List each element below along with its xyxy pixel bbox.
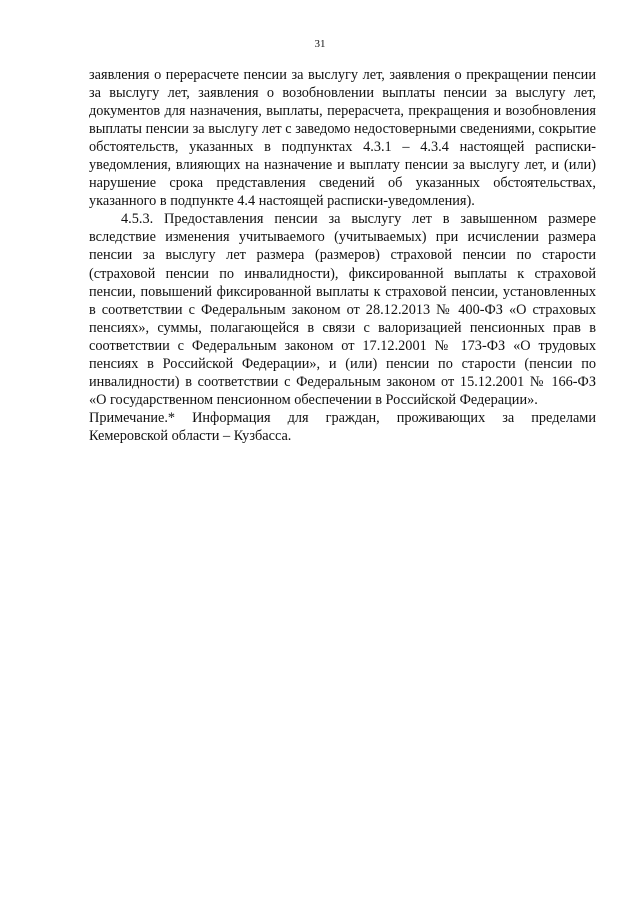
paragraph-4-5-3: 4.5.3. Предоставления пенсии за выслугу лет в завышенном размере вследствие изменения учитываемого (учитываемых) при исчислении размера пенсии за выслугу лет размера (размеров) страховой пенсии по старости (страховой пенсии по инвалидности), фиксированной выплаты к страховой пенсии, повышений фиксированной выплаты к страховой пенсии, установленных в соответствии с Федеральным законом от 28.12.2013 № 400-ФЗ «О страховых пенсиях», суммы, полагающейся в связи с валоризацией пенсионных прав в соответствии с Федеральным законом от 17.12.2001 № 173-ФЗ «О трудовых пенсиях в Российской Федерации», и (или) пенсии по старости (пенсии по инвалидности) в соответствии с Федеральным законом от 15.12.2001 № 166-ФЗ «О государственном пенсионном обеспечении в Российской Федерации».	[89, 211, 596, 408]
document-body	[89, 66, 596, 445]
paragraph-continuation: заявления о перерасчете пенсии за выслугу лет, заявления о прекращении пенсии за выслугу лет, заявления о возобновлении выплаты пенсии за выслугу лет, документов для назначения, выплаты, перерасчета, прекращения и возобновления выплаты пенсии за выслугу лет с заведомо недостоверными сведениями, сокрытие обстоятельств, указанных в подпунктах 4.3.1 – 4.3.4 настоящей расписки-уведомления, влияющих на назначение и выплату пенсии за выслугу лет, и (или) нарушение срока представления сведений об указанных обстоятельствах, указанного в подпункте 4.4 настоящей расписки-уведомления).	[89, 67, 596, 210]
paragraph-note: Примечание.* Информация для граждан, проживающих за пределами Кемеровской области – Кузбасса.	[89, 409, 596, 444]
page-number: 31	[314, 38, 326, 50]
